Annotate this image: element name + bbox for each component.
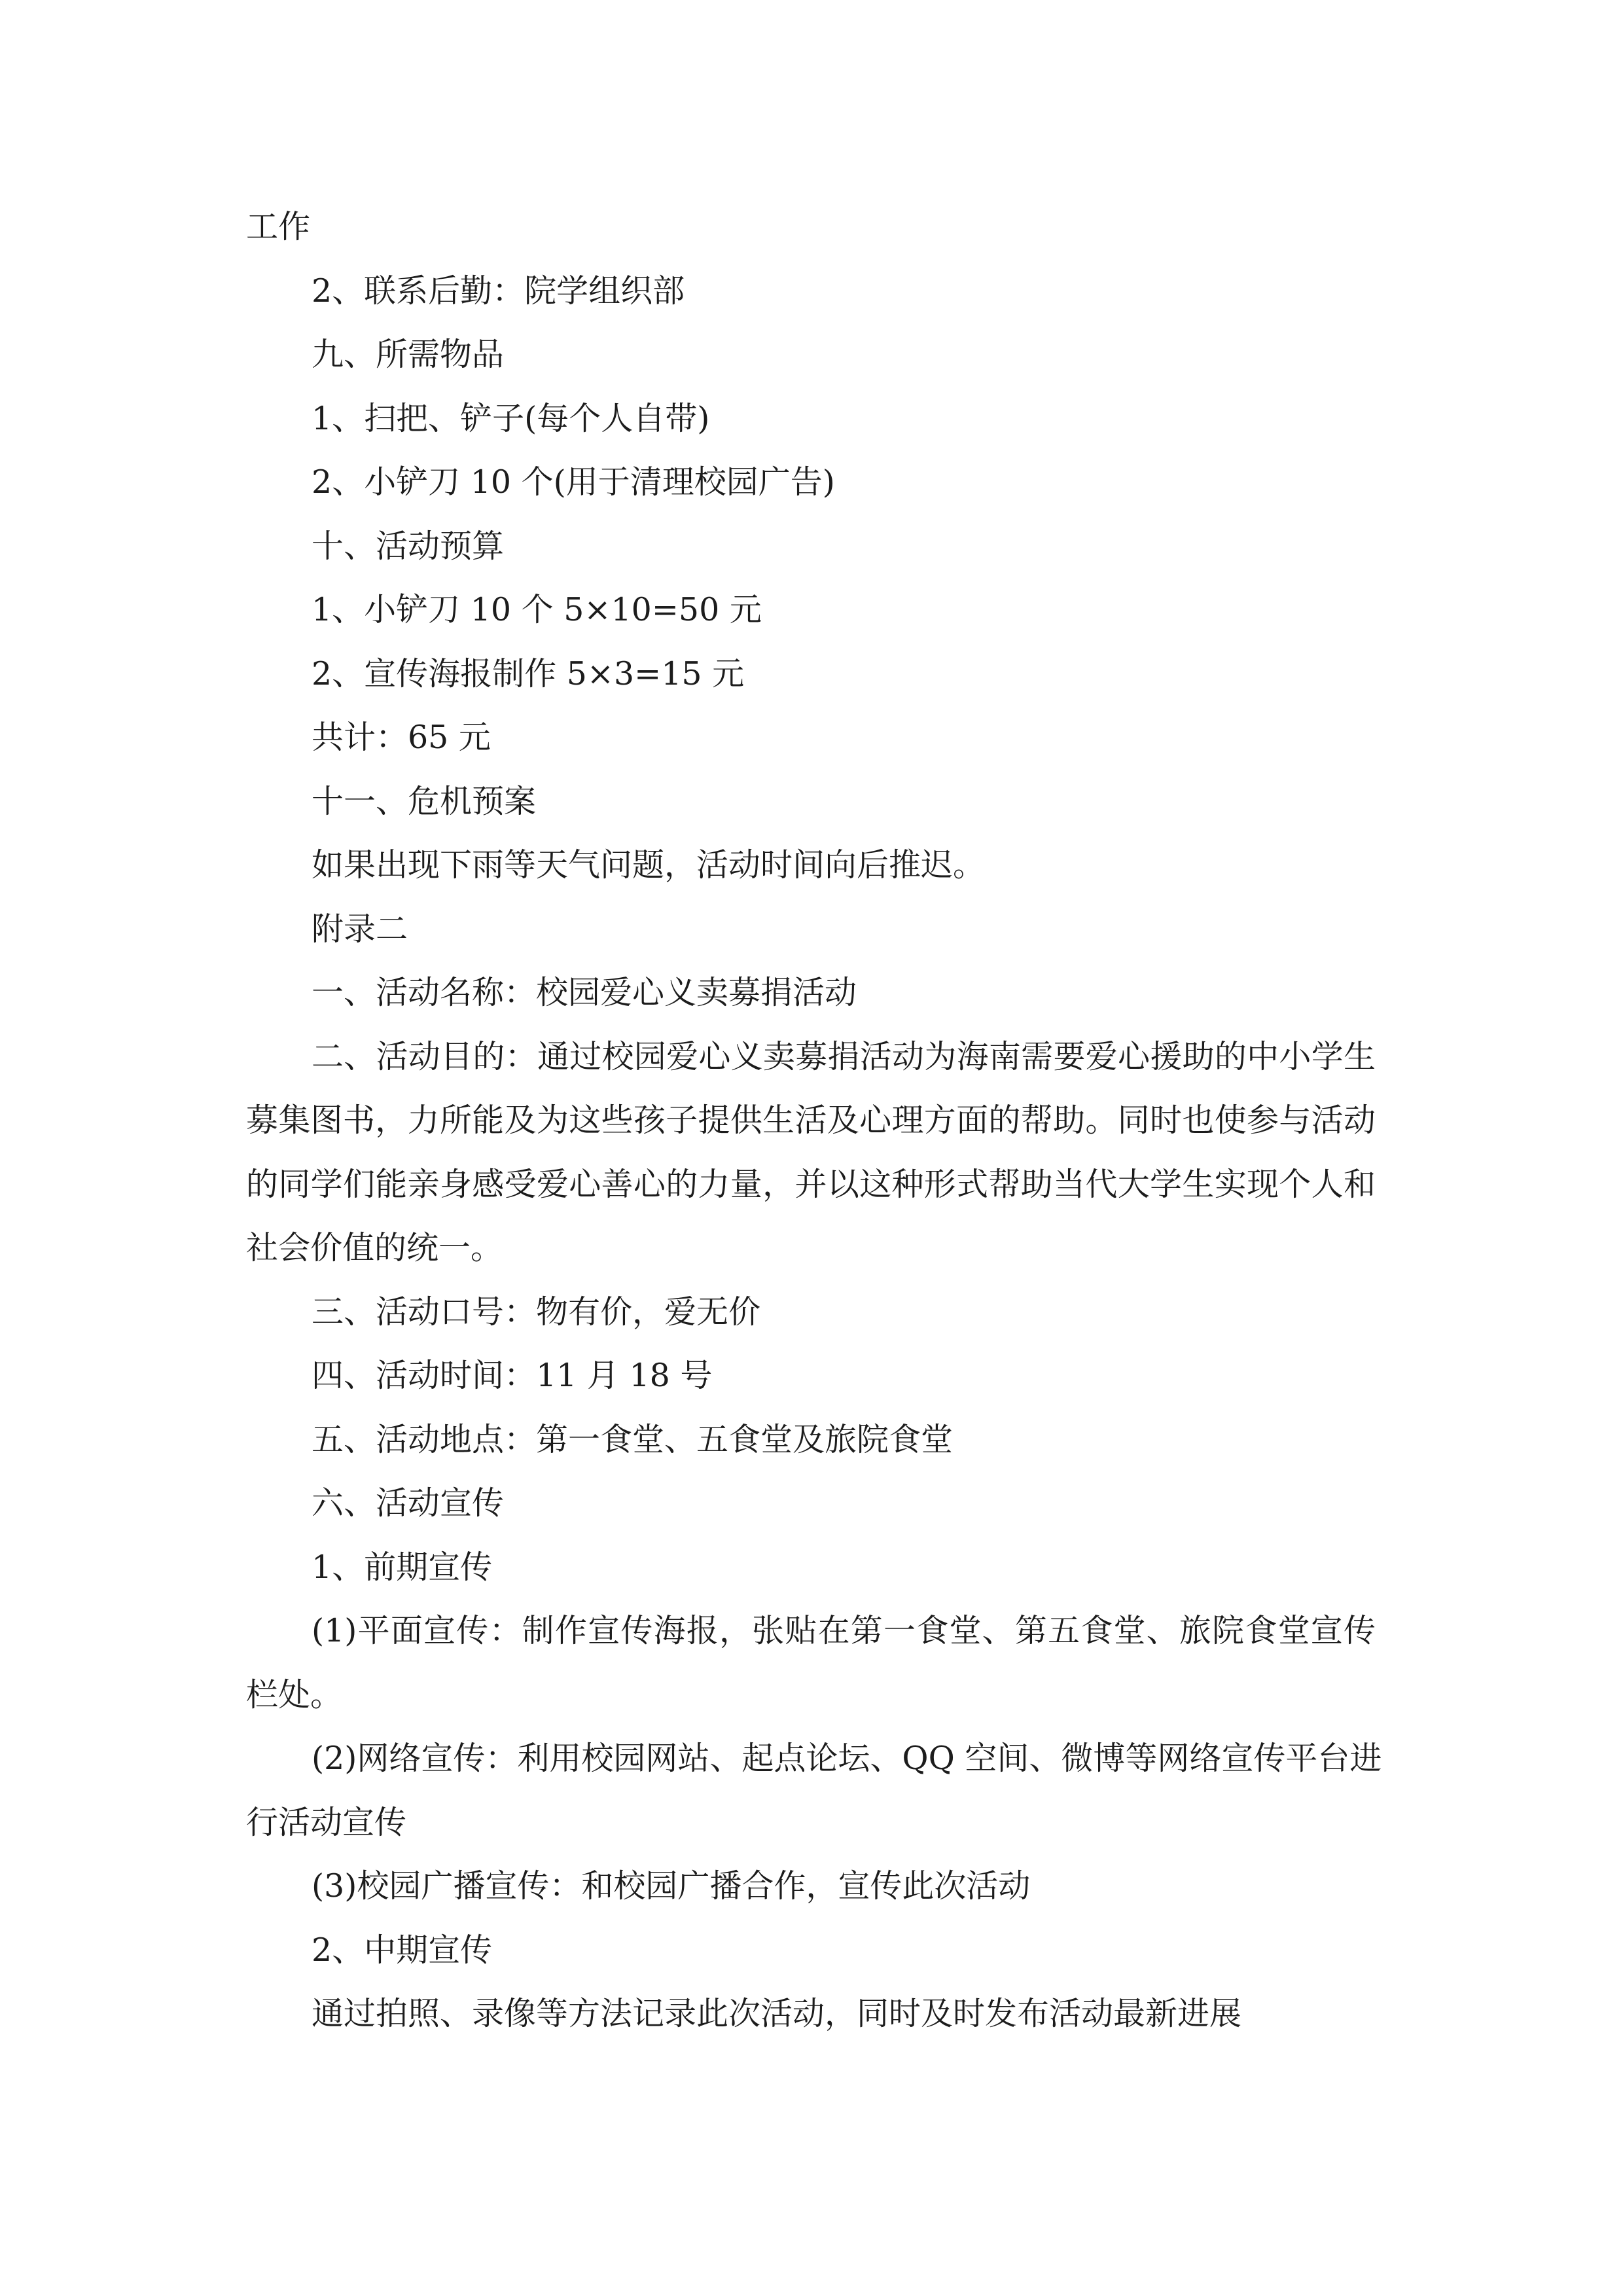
text-line: 十一、危机预案 [312, 782, 537, 820]
text-line: 四、活动时间：11 月 18 号 [312, 1357, 713, 1394]
text-line: 共计：65 元 [312, 719, 491, 756]
text-line: 1、前期宣传 [312, 1548, 493, 1586]
subsection-heading [246, 1918, 1376, 1982]
text-line: 1、小铲刀 10 个 5×10=50 元 [312, 591, 762, 628]
list-item [246, 1854, 1376, 1918]
text-line: (3)校园广播宣传：和校园广播合作，宣传此次活动 [312, 1867, 1031, 1905]
subsection-heading [246, 1535, 1376, 1600]
text-line: 通过拍照、录像等方法记录此次活动，同时及时发布活动最新进展 [312, 1995, 1242, 2032]
section-heading [246, 961, 1376, 1025]
text-line: 2、小铲刀 10 个(用于清理校园广告) [312, 463, 835, 501]
list-item [246, 387, 1376, 451]
section-heading [246, 1408, 1376, 1472]
text-line: 六、活动宣传 [312, 1484, 505, 1522]
section-heading [246, 323, 1376, 387]
text-line: 1、扫把、铲子(每个人自带) [312, 399, 710, 437]
paragraph [246, 1025, 1376, 1280]
section-heading [246, 1344, 1376, 1408]
text-line: 社会价值的统一。 [246, 1229, 503, 1266]
text-line: 2、宣传海报制作 5×3=15 元 [312, 655, 745, 692]
text-line: 二、活动目的：通过校园爱心义卖募捐活动为海南需要爱心援助的中小学生 [312, 1037, 1376, 1075]
section-heading [246, 1471, 1376, 1535]
paragraph [246, 833, 1376, 897]
budget-total [246, 706, 1376, 770]
text-line: 行活动宣传 [246, 1803, 407, 1841]
budget-item [246, 578, 1376, 642]
paragraph-continuation [246, 195, 1376, 259]
list-item [246, 259, 1376, 323]
text-line: 2、联系后勤：院学组织部 [312, 272, 685, 310]
text-line: 五、活动地点：第一食堂、五食堂及旅院食堂 [312, 1420, 954, 1458]
text-line: 三、活动口号：物有价，爱无价 [312, 1293, 761, 1331]
text-line: 如果出现下雨等天气问题，活动时间向后推迟。 [312, 846, 986, 884]
budget-item [246, 642, 1376, 706]
paragraph [246, 1982, 1376, 2046]
section-heading [246, 770, 1376, 834]
list-item [246, 1727, 1382, 1854]
text-line: (1)平面宣传：制作宣传海报，张贴在第一食堂、第五食堂、旅院食堂宣传 [312, 1612, 1376, 1649]
text-line: (2)网络宣传：利用校园网站、起点论坛、QQ 空间、微博等网络宣传平台进 [312, 1740, 1382, 1777]
text-line: 2、中期宣传 [312, 1931, 493, 1969]
text-line: 工作 [246, 208, 311, 245]
section-heading [246, 514, 1376, 579]
text-line: 一、活动名称：校园爱心义卖募捐活动 [312, 974, 857, 1011]
document-body [246, 195, 1382, 2046]
section-heading [246, 1280, 1376, 1344]
text-line: 十、活动预算 [312, 527, 505, 565]
text-line: 九、所需物品 [312, 336, 505, 373]
text-line: 附录二 [312, 910, 408, 948]
text-line: 募集图书，力所能及为这些孩子提供生活及心理方面的帮助。同时也使参与活动 [246, 1102, 1376, 1139]
list-item [246, 1599, 1376, 1727]
appendix-heading [246, 897, 1376, 961]
text-line: 栏处。 [246, 1676, 343, 1713]
list-item [246, 450, 1376, 514]
text-line: 的同学们能亲身感受爱心善心的力量，并以这种形式帮助当代大学生实现个人和 [246, 1165, 1376, 1203]
